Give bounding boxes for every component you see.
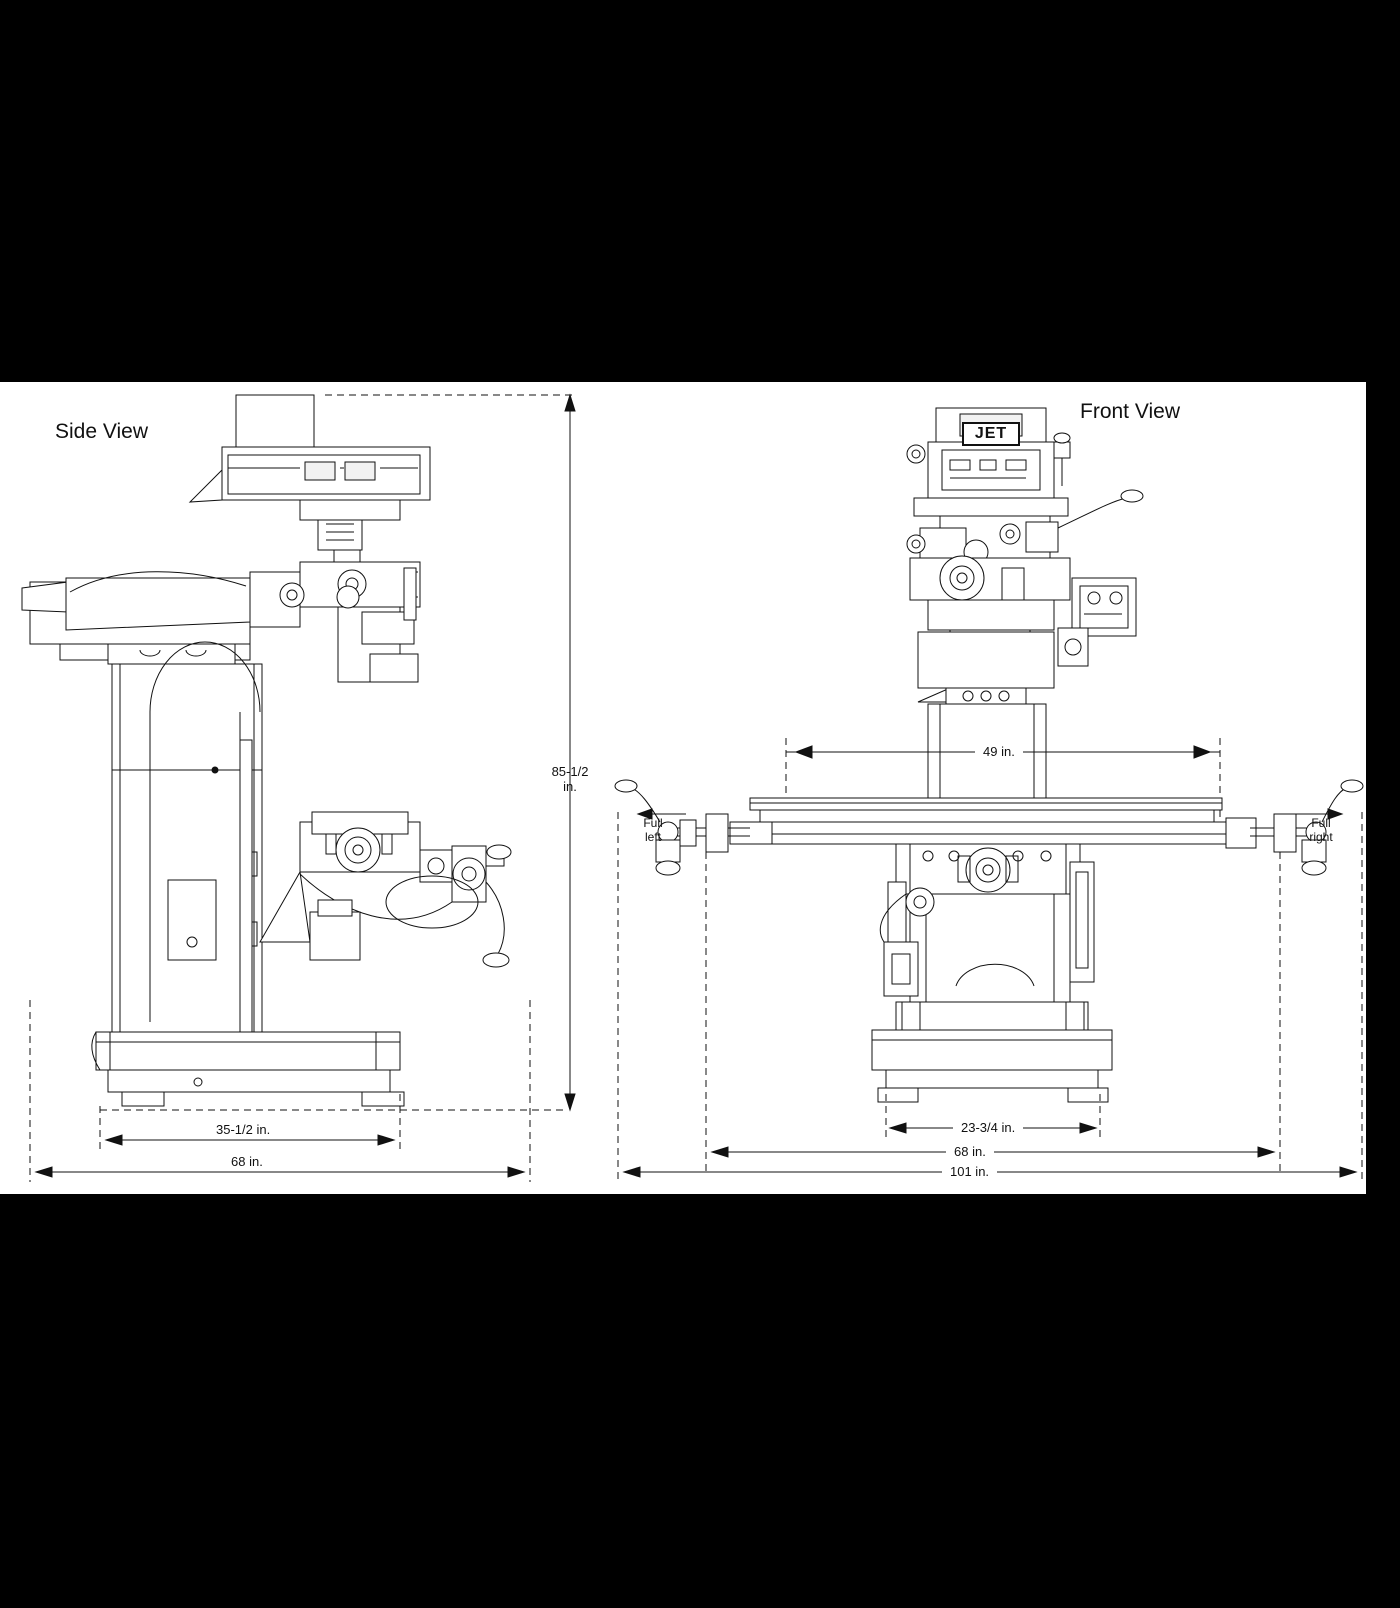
front-view-title: Front View [1080,400,1180,423]
drawing-sheet [0,382,1366,1194]
front-overall-width-dimension: 101 in. [942,1164,997,1179]
side-height-dimension: 85-1/2 in. [551,764,589,794]
full-left-annotation: Full left [643,816,663,844]
side-view-drawing [0,382,620,1194]
side-view-title: Side View [55,420,149,443]
jet-brand-badge: JET [962,422,1020,446]
front-table-travel-dimension: 49 in. [975,744,1023,759]
front-machine-width-dimension: 68 in. [946,1144,994,1159]
front-column-width-dimension: 23-3/4 in. [953,1120,1023,1135]
side-depth-dimension: 35-1/2 in. [210,1122,276,1137]
side-overall-width-dimension: 68 in. [225,1154,269,1169]
front-view-drawing [610,382,1366,1194]
full-right-annotation: Full right [1309,816,1333,844]
